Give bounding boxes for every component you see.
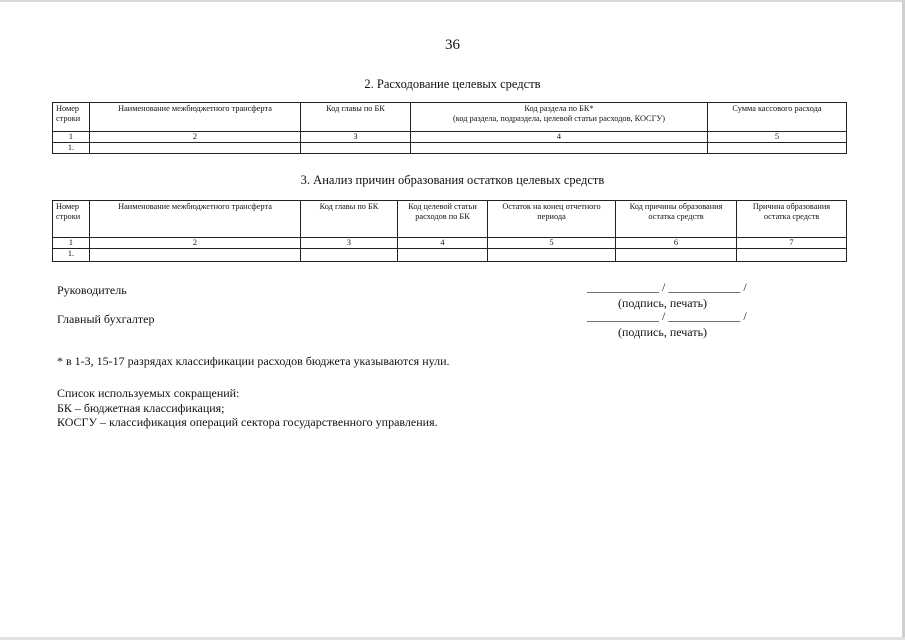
col-header-reason-code: Код причины образования остатка средств xyxy=(616,201,737,238)
column-number: 2 xyxy=(90,238,301,249)
section-code-subtitle: (код раздела, подраздела, целевой статьи расходов, КОСГУ) xyxy=(452,114,666,123)
col-header-row-number: Номер строки xyxy=(53,103,90,132)
column-number: 1 xyxy=(53,238,90,249)
table-row xyxy=(53,143,847,154)
scan-top-edge xyxy=(0,0,905,2)
col-header-period-end-balance: Остаток на конец отчетного периода xyxy=(488,201,616,238)
table-cell xyxy=(737,249,847,262)
table-cell xyxy=(708,143,847,154)
row-number: 1. xyxy=(53,143,90,154)
col-header-cash-expense: Сумма кассового расхода xyxy=(708,103,847,132)
abbreviation-item: БК – бюджетная классификация; xyxy=(57,401,225,415)
column-number-row xyxy=(53,132,847,143)
head-signature-line: ____________ / ____________ / xyxy=(587,280,747,294)
section-code-title: Код раздела по БК* xyxy=(524,104,594,113)
table-header-row xyxy=(53,103,847,132)
col-header-target-article-code: Код целевой статьи расходов по БК xyxy=(398,201,488,238)
column-number: 4 xyxy=(398,238,488,249)
accountant-signature-line: ____________ / ____________ / xyxy=(587,309,747,323)
table-row xyxy=(53,249,847,262)
col-header-chapter-code: Код главы по БК xyxy=(301,103,411,132)
footnote: * в 1-3, 15-17 разрядах классификации расходов бюджета указываются нули. xyxy=(57,354,450,368)
table-cell xyxy=(398,249,488,262)
head-signature-caption: (подпись, печать) xyxy=(618,296,708,310)
column-number: 1 xyxy=(53,132,90,143)
col-header-reason: Причина образования остатка средств xyxy=(737,201,847,238)
table-cell xyxy=(90,143,301,154)
column-number: 3 xyxy=(301,132,411,143)
page-number: 36 xyxy=(445,37,460,53)
balance-analysis-table xyxy=(52,200,847,262)
col-header-section-code xyxy=(411,103,708,132)
column-number: 6 xyxy=(616,238,737,249)
table-cell xyxy=(488,249,616,262)
col-header-chapter-code: Код главы по БК xyxy=(301,201,398,238)
row-number: 1. xyxy=(53,249,90,262)
col-header-transfer-name: Наименование межбюджетного трансферта xyxy=(90,201,301,238)
col-header-row-number: Номер строки xyxy=(53,201,90,238)
abbreviation-item: КОСГУ – классификация операций сектора государственного управления. xyxy=(57,415,438,429)
table-cell xyxy=(616,249,737,262)
accountant-signature-label: Главный бухгалтер xyxy=(57,312,155,326)
table-cell xyxy=(301,143,411,154)
table-cell xyxy=(301,249,398,262)
section-2-title: 2. Расходование целевых средств xyxy=(364,77,541,91)
head-signature-label: Руководитель xyxy=(57,283,127,297)
col-header-transfer-name: Наименование межбюджетного трансферта xyxy=(90,103,301,132)
column-number: 5 xyxy=(708,132,847,143)
column-number: 7 xyxy=(737,238,847,249)
table-cell xyxy=(411,143,708,154)
spending-table xyxy=(52,102,847,154)
column-number-row xyxy=(53,238,847,249)
table-cell xyxy=(90,249,301,262)
column-number: 5 xyxy=(488,238,616,249)
column-number: 4 xyxy=(411,132,708,143)
column-number: 2 xyxy=(90,132,301,143)
column-number: 3 xyxy=(301,238,398,249)
abbreviations-title: Список используемых сокращений: xyxy=(57,386,240,400)
accountant-signature-caption: (подпись, печать) xyxy=(618,325,708,339)
table-header-row xyxy=(53,201,847,238)
section-3-title: 3. Анализ причин образования остатков целевых средств xyxy=(300,173,605,187)
